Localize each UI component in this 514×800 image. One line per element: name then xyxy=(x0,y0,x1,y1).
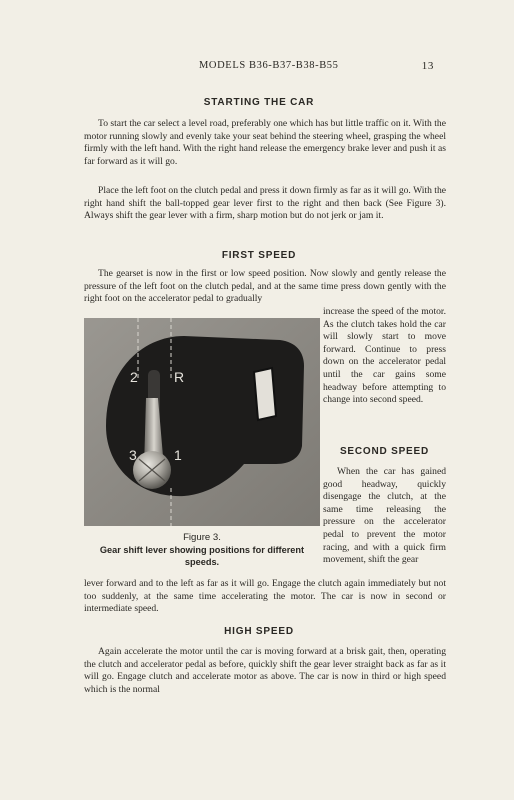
page-number: 13 xyxy=(421,60,434,72)
paragraph-high-speed: Again accelerate the motor until the car is moving forward at a brisk gait, then, operating the clutch and accelerator pedal as before, quickly shift the gear lever straight back as far as it will go. Engage clutch and accelerate motor as above. The car is now in third or high speed which is the normal xyxy=(84,646,446,695)
figure-number: Figure 3. xyxy=(183,532,221,543)
paragraph-starting-1: To start the car select a level road, preferably one which has but little traffic on it. With the motor running slowly and evenly take your seat behind the steering wheel, grasping the wheel firmly with the left hand. With the right hand release the emergency brake lever and push it as far forward as it will go. xyxy=(84,118,446,167)
heading-starting-the-car: STARTING THE CAR xyxy=(203,97,315,108)
gear-shift-photo xyxy=(84,318,320,526)
paragraph-first-speed-wrap: increase the speed of the motor. As the clutch takes hold the car will slowly start to move forward. Continue to press down on the accelerator pedal until the car gains some headway before attempting to change into second speed. xyxy=(323,306,446,406)
heading-first-speed: FIRST SPEED xyxy=(221,250,297,261)
header-title: MODELS B36-B37-B38-B55 xyxy=(199,60,339,71)
gear-label-r: R xyxy=(174,369,185,385)
heading-high-speed: HIGH SPEED xyxy=(224,626,294,637)
figure-caption-text: Gear shift lever showing positions for different speeds. xyxy=(99,545,305,567)
paragraph-second-speed-full: lever forward and to the left as far as it will go. Engage the clutch again immediately but not too suddenly, at the same time accelerating the motor. The car is now in second or intermediate speed. xyxy=(84,578,446,615)
gear-label-2: 2 xyxy=(130,369,138,385)
gear-label-3: 3 xyxy=(129,447,137,463)
gear-label-1: 1 xyxy=(174,447,182,463)
paragraph-second-speed-wrap: When the car has gained good headway, quickly disengage the clutch, at the same time releasing the pressure on the accelerator pedal to prevent the motor racing, and with a quick firm movement, shift the gear xyxy=(323,466,446,566)
paragraph-starting-2: Place the left foot on the clutch pedal and press it down firmly as far as it will go. With the right hand shift the ball-topped gear lever first to the right and then back (See Figure 3). Always shift the gear lever with a firm, sharp motion but do not jerk or jam it. xyxy=(84,185,446,222)
figure-caption xyxy=(84,532,320,568)
heading-second-speed: SECOND SPEED xyxy=(339,446,430,457)
paragraph-first-speed-full: The gearset is now in the first or low speed position. Now slowly and gently release the pressure of the left foot on the clutch pedal, and at the same time press down gently with the right foot on the accelerator pedal to gradually xyxy=(84,268,446,305)
